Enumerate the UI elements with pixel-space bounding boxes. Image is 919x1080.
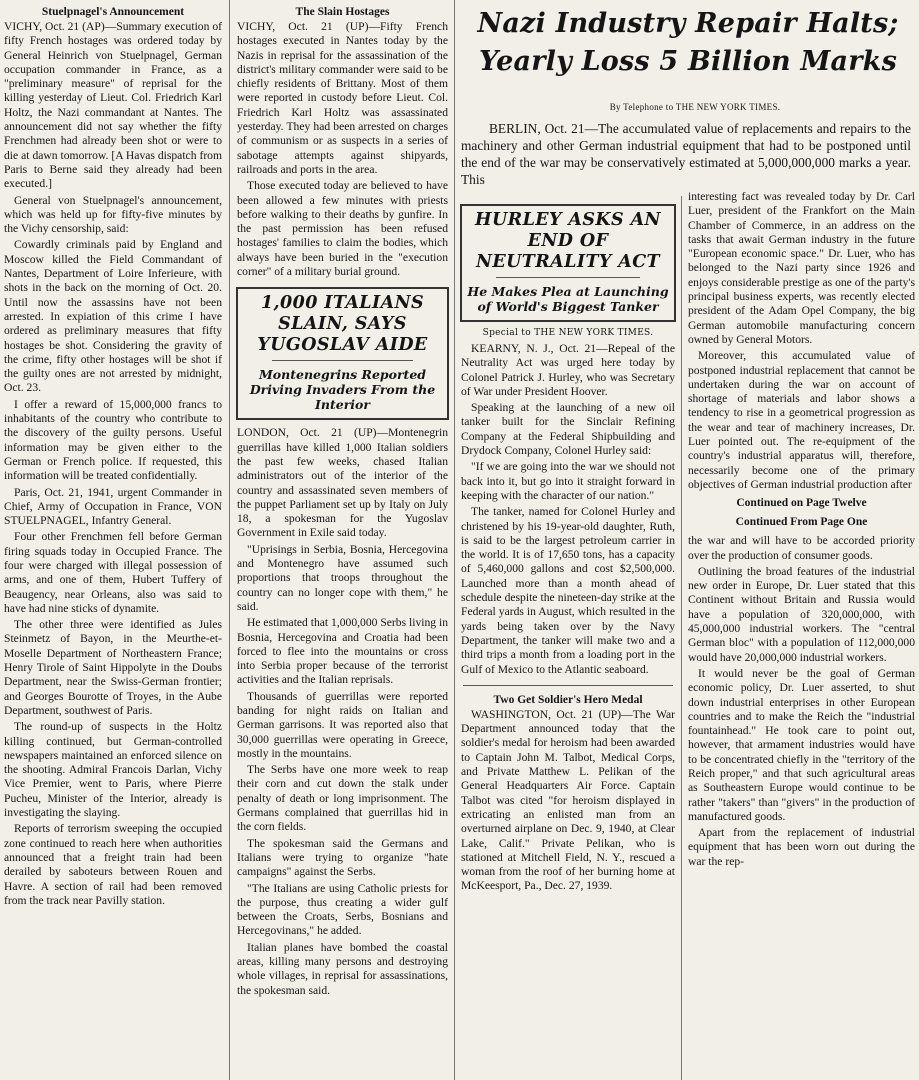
yugoslav-headline-box	[236, 287, 449, 420]
col2-heading: The Slain Hostages	[295, 6, 390, 18]
column-3	[457, 196, 679, 1080]
col2-para: Those executed today are believed to have been allowed a few minutes with priests before walking to their deaths by gunfire. In the past permission has been refused hostages' families to claim the bodies, which always have been buried in the "execution corner" of a military burial ground.	[237, 179, 448, 279]
lead-paragraph	[457, 120, 919, 188]
col2-para: The spokesman said the Germans and Italians were trying to organize "hate campaigns" against the Serbs.	[237, 836, 448, 879]
col2-para: "Uprisings in Serbia, Bosnia, Hercegovina and Montenegro have assumed such proportions that troops throughout the country can no longer cope with them," he said.	[237, 542, 448, 613]
col2-para: Italian planes have bombed the coastal areas, killing many persons and destroying whole villages, in reprisal for assassinations, the spokesman said.	[237, 940, 448, 997]
continued-from: Continued From Page One	[735, 516, 868, 529]
main-headline	[457, 0, 919, 98]
col1-heading: Stuelpnagel's Announcement	[41, 6, 185, 18]
col4-para: It would never be the goal of German economic policy, Dr. Luer asserted, to shut down industrial enterprises in other European countries and to make the Reich the "industrial fountainhead." He took care to point out, however, that armament industries would have to be concentrated chiefly in the "territory of the Reich proper," and that such agricultural areas as Southeastern Europe would continue to be rather "takers" than "givers" in the production of manufactured goods.	[688, 666, 915, 823]
col3-medal-para: WASHINGTON, Oct. 21 (UP)—The War Department announced today that the soldier's medal for heroism had been awarded to Captain John M. Talbot, Medical Corps, and Private Matthew L. Pelikan of the General Headquarters Air Force. Captain Talbot was cited "for heroism displayed in extricating an enlisted man from an overturned airplane on Dec. 9, 1940, at Clear Lake, Calif." Private Pelikan, who is stationed at Mitchell Field, N. Y., rescued a woman from the roof of her burning home at McKeesport, Pa., Dec. 27, 1939.	[461, 707, 675, 893]
col1-para: General von Stuelpnagel's announcement, which was held up for fifty-five minutes by the Vichy censorship, said:	[4, 193, 222, 236]
headline-line-2: Yearly Loss 5 Billion Marks	[479, 46, 897, 77]
col2-para: "The Italians are using Catholic priests for the purpose, thus creating a wider gulf between the Croats, Serbs, Bosnians and Hercegovinans," he added.	[237, 881, 448, 938]
divider	[496, 277, 640, 278]
col1-para: I offer a reward of 15,000,000 francs to inhabitants of the country who contribute to the discovery of the guilty persons. Useful information may be given either to the German or French police. If requested, this information will be treated confidentially.	[4, 397, 222, 483]
column-4	[684, 190, 919, 1080]
hurley-headline-box	[460, 204, 676, 322]
headline-line-1: Nazi Industry Repair Halts;	[477, 8, 899, 39]
col1-para: The other three were identified as Jules Steinmetz of Bayon, in the Meurthe-et-Moselle Department of Northeastern France; Henry Tirole of Saint Hippolyte in the Doubs Department, near the Swiss-German frontier; and Georges Bourotte of Troyes, in the Aube Department, southwest of Paris.	[4, 618, 222, 717]
continued-on: Continued on Page Twelve	[736, 497, 867, 510]
col1-para: Four other Frenchmen fell before German firing squads today in Occupied France. The four were charged with illegal possession of arms, and one of them, Hubert Tuffery of Beaugency, near Orleans, also was said to have had nine sticks of dynamite.	[4, 530, 222, 615]
special-byline: Special to THE NEW YORK TIMES.	[482, 328, 654, 338]
column-rule	[681, 196, 682, 1080]
hurley-subhead: He Makes Plea at Launching of World's Biggest Tanker	[467, 284, 669, 314]
col3-para: Speaking at the launching of a new oil tanker built for the Sinclair Refining Company at the Federal Shipbuilding and Drydock Company, Colonel Hurley said:	[461, 401, 675, 458]
divider	[463, 685, 673, 686]
col1-para: Cowardly criminals paid by England and Moscow killed the Field Commandant of Nantes, Department of Loire Inferieure, with shots in the back on the morning of Oct. 20. Until now the assassins have not been arrested. In expiation of this crime I have ordered as preliminary measures that fifty hostages be shot. Considering the gravity of the crime, fifty other hostages will be shot if the guilty ones are not arrested by midnight, Oct. 23.	[4, 238, 222, 395]
col1-para: Reports of terrorism sweeping the occupied zone continued to reach here when authorities announced that a freight train had been derailed by saboteurs between Rouen and Havre. A section of rail had been removed from the track near Pavilly station.	[4, 822, 222, 907]
column-2	[233, 0, 452, 1080]
lead-text: BERLIN, Oct. 21—The accumulated value of replacements and repairs to the machinery and other German industrial equipment that had to be postponed until the end of the war may be conservatively estimated at 5,000,000,000 marks a year. This	[461, 121, 911, 187]
col3-para: "If we are going into the war we should not back into it, but go into it straight forward in keeping with the character of our nation."	[461, 460, 675, 502]
divider	[272, 360, 413, 361]
hurley-headline: HURLEY ASKS AN END OF NEUTRALITY ACT	[475, 210, 661, 272]
column-1	[0, 0, 226, 1080]
col1-para: The round-up of suspects in the Holtz killing continued, but German-controlled newspapers maintained an enforced silence on the shooting. Admiral Francois Darlan, Vichy Vice Premier, went to Paris, where Pierre Pucheu, Minister of the Interior, already is investigating the slaying.	[4, 720, 222, 820]
col4-para: Apart from the replacement of industrial equipment that has been worn out during the war the rep-	[688, 826, 915, 868]
col3-para: KEARNY, N. J., Oct. 21—Repeal of the Neutrality Act was urged here today by Colonel Patrick J. Hurley, who was Secretary of War under President Hoover.	[461, 342, 675, 398]
col2-para: LONDON, Oct. 21 (UP)—Montenegrin guerrillas have killed 1,000 Italian soldiers the past few weeks, chased Italian administrators out of the interior of the country and assassinated seven members of the puppet Parliament set up by Italy on July 18, a spokesman for the Yugoslav Government in Exile said today.	[237, 426, 448, 540]
col3-para: The tanker, named for Colonel Hurley and christened by his 19-year-old daughter, Ruth, is said to be the largest petroleum carrier in the world. It is of 17,650 tons, has a capacity of 5,460,000 gallons and cost $2,500,000. Launched more than a month ahead of schedule despite the nineteen-day strike at the Federal yards in August, which resulted in the yards being taken over by the Navy Department, the tanker will make two and a third trips a month from a loading port in the Gulf of Mexico to the Atlantic seaboard.	[461, 505, 675, 676]
col2-para: Thousands of guerrillas were reported banding for night raids on Italian and German garrisons. It was reported also that 30,000 guerrillas were operating in Greece, mostly in the mountains.	[237, 689, 448, 760]
col2-para: He estimated that 1,000,000 Serbs living in Bosnia, Hercegovina and Croatia had been forced to flee into the mountains or cross into Serbia proper because of the terrorist activities and the Italian reprisals.	[237, 616, 448, 687]
col1-para: VICHY, Oct. 21 (AP)—Summary execution of fifty French hostages was ordered today by General Heinrich von Stuelpnagel, German occupation commander in France, as a "preliminary measure" of reprisal for the killing yesterday of Lieut. Col. Friedrich Karl Holtz, the Nazi commandant at Nantes. The announcement did not say whether the fifty Frenchmen had already been shot or were to die at dawn tomorrow. [A Havas dispatch from Paris to Berne said they already had been executed.]	[4, 20, 222, 191]
col4-para: Outlining the broad features of the industrial new order in Europe, Dr. Luer stated that this Continent without Britain and Russia would have a population of 320,000,000, with 45,000,000 industrial workers. The "central German bloc" with a population of 112,000,000 would have 20,000,000 industrial workers.	[688, 564, 915, 664]
byline: By Telephone to THE NEW YORK TIMES.	[609, 102, 781, 112]
column-rule	[229, 0, 230, 1080]
col1-para: Paris, Oct. 21, 1941, urgent Commander in Chief, Army of Occupation in France, VON STUELPNAGEL, Infantry General.	[4, 485, 222, 528]
column-rule	[454, 0, 455, 1080]
yugoslav-headline: 1,000 ITALIANS SLAIN, SAYS YUGOSLAV AIDE	[257, 293, 428, 356]
col4-para: the war and will have to be accorded priority over the production of consumer goods.	[688, 534, 915, 562]
col2-para: VICHY, Oct. 21 (UP)—Fifty French hostages executed in Nantes today by the Nazis in reprisal for the assassination of the district's military commander were said to be chiefly residents of Brittany. Most of them were reported in custody before Lieut. Col. Friedrich Karl Holtz was assassinated yesterday. They had been arrested on charges of communism or as suspects in a series of sabotage attempts against shipyards, railroads and ports in the area.	[237, 20, 448, 176]
col4-para: interesting fact was revealed today by Dr. Carl Luer, president of the Frankfort on the Main Chamber of Commerce, in an address on the tasks that await German industry in the future "European economic space." Dr. Luer, who has belonged to the Nazi party since 1926 and enjoys considerable prestige as one of the party's principal business experts, was recently elected president of the Adam Opel Company, the big German automobile manufacturing concern owned by General Motors.	[688, 190, 915, 346]
yugoslav-subhead: Montenegrins Reported Driving Invaders From the Interior	[249, 367, 436, 413]
medal-heading: Two Get Soldier's Hero Medal	[493, 693, 643, 706]
col2-para: The Serbs have one more week to reap their corn and cut down the stalk under penalty of death or long imprisonment. The Germans complained that guerrillas hid in the corn fields.	[237, 763, 448, 834]
col4-para: Moreover, this accumulated value of postponed industrial replacement that cannot be undertaken during the war on account of shortage of materials and labor shows a tendency to rise in a geometrical progression as the wear and tear of machinery increases, Dr. Luer pointed out. The re-equipment of the country's industrial apparatus will, therefore, necessarily become one of the primary objectives of German industrial production after	[688, 349, 915, 491]
